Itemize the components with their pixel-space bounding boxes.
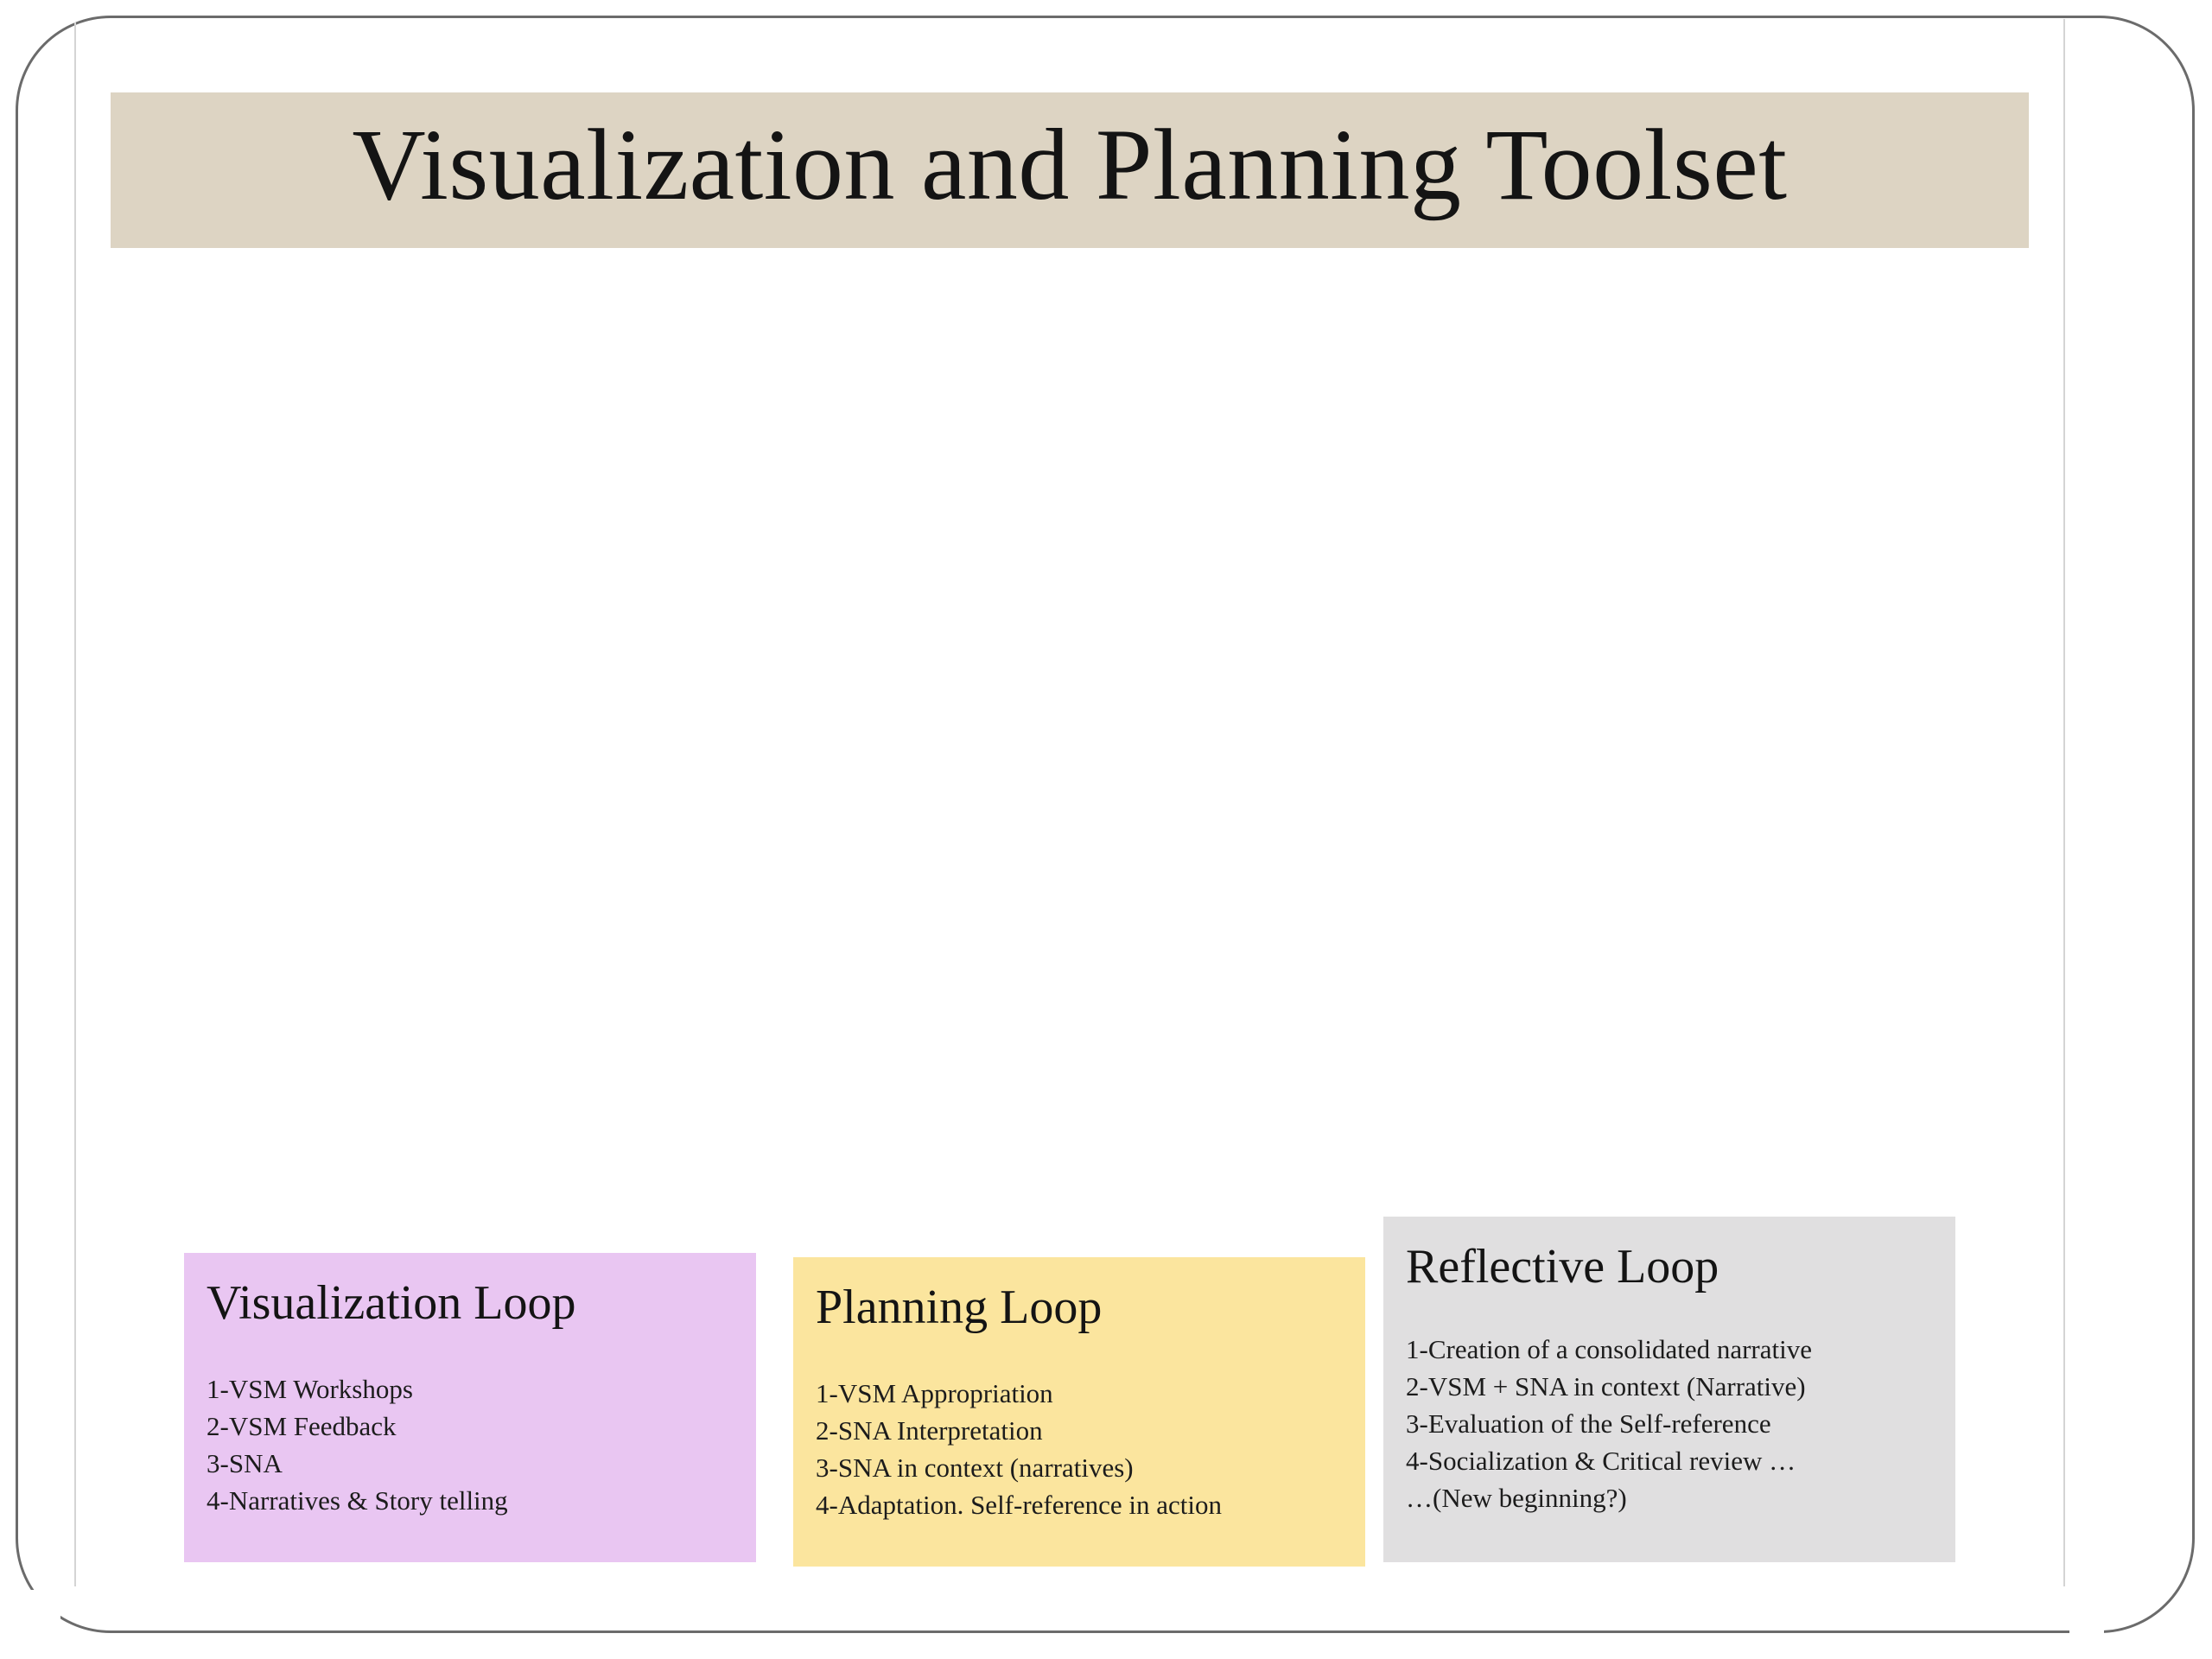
list-item: 1-Creation of a consolidated narrative bbox=[1406, 1334, 1812, 1364]
inner-guide-left bbox=[74, 22, 76, 1586]
slide-title: Visualization and Planning Toolset bbox=[352, 108, 1788, 221]
reflective-loop-box bbox=[1383, 1217, 1955, 1562]
planning-loop-title: Planning Loop bbox=[816, 1281, 1103, 1334]
title-band bbox=[111, 92, 2029, 248]
list-item: …(New beginning?) bbox=[1406, 1483, 1627, 1513]
frame-gap-right bbox=[2069, 1581, 2104, 1642]
list-item: 3-Evaluation of the Self-reference bbox=[1406, 1408, 1771, 1439]
frame-gap-left bbox=[9, 1590, 60, 1642]
list-item: 3-SNA bbox=[207, 1448, 283, 1478]
planning-loop-list bbox=[816, 1375, 1343, 1523]
planning-loop-box bbox=[793, 1257, 1365, 1567]
visualization-loop-list bbox=[207, 1370, 734, 1519]
inner-guide-right bbox=[2063, 19, 2065, 1586]
list-item: 4-Socialization & Critical review … bbox=[1406, 1446, 1796, 1476]
reflective-loop-title: Reflective Loop bbox=[1406, 1240, 1719, 1294]
list-item: 4-Adaptation. Self-reference in action bbox=[816, 1490, 1222, 1520]
list-item: 1-VSM Appropriation bbox=[816, 1378, 1053, 1408]
list-item: 1-VSM Workshops bbox=[207, 1374, 413, 1404]
list-item: 3-SNA in context (narratives) bbox=[816, 1452, 1134, 1483]
list-item: 2-SNA Interpretation bbox=[816, 1415, 1043, 1446]
list-item: 2-VSM Feedback bbox=[207, 1411, 397, 1441]
list-item: 2-VSM + SNA in context (Narrative) bbox=[1406, 1371, 1806, 1402]
list-item: 4-Narratives & Story telling bbox=[207, 1485, 508, 1516]
reflective-loop-list bbox=[1406, 1331, 1933, 1516]
visualization-loop-box bbox=[184, 1253, 756, 1562]
visualization-loop-title: Visualization Loop bbox=[207, 1276, 576, 1330]
